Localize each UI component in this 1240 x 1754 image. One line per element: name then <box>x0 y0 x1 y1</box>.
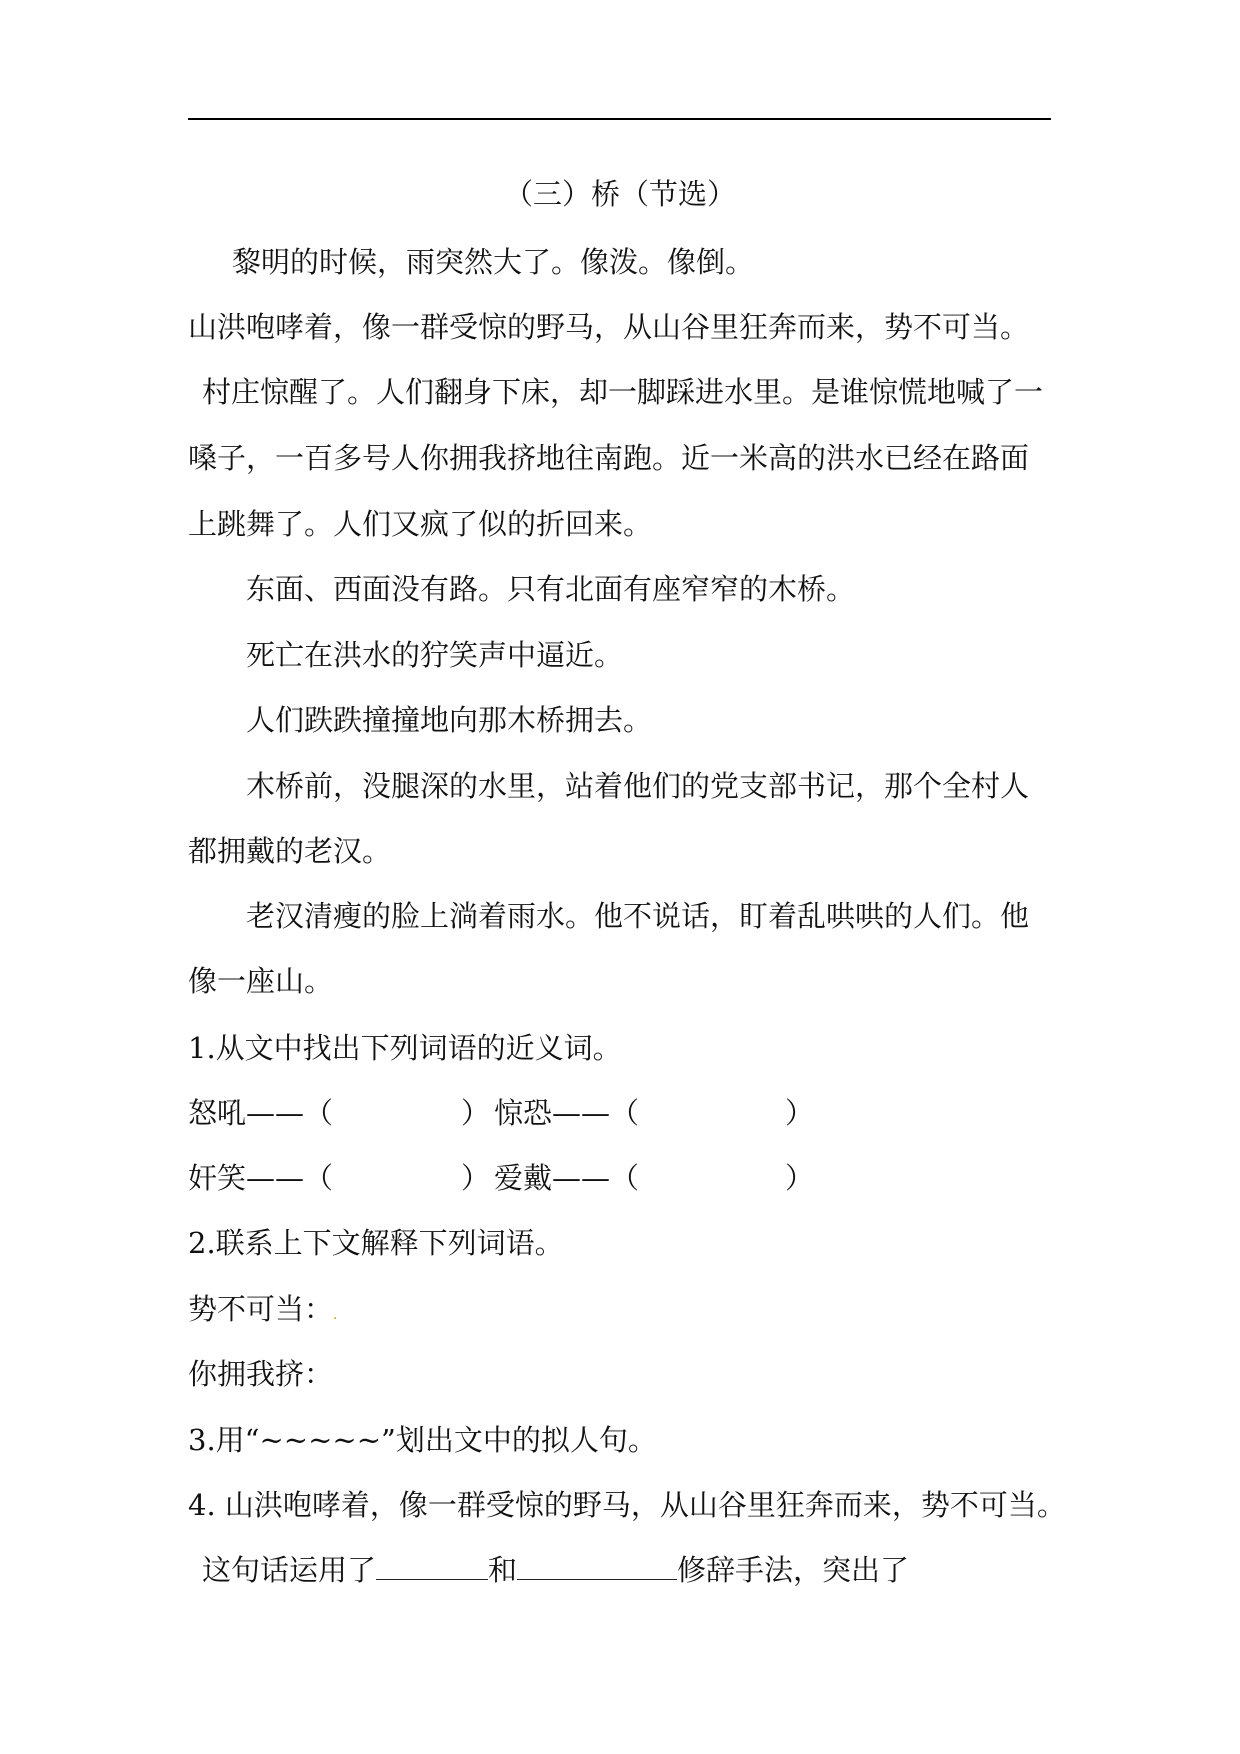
synonym-item <box>188 1160 490 1196</box>
fill-blank[interactable] <box>517 1553 677 1580</box>
explain-word: 你拥我挤： <box>188 1357 334 1391</box>
passage-line: 黎明的时候，雨突然大了。像泼。像倒。 <box>232 245 755 279</box>
synonym-close: ） <box>785 1096 815 1130</box>
question-4-prompt <box>202 1552 909 1588</box>
passage-line: 老汉清瘦的脸上淌着雨水。他不说话，盯着乱哄哄的人们。他 <box>246 899 1030 933</box>
synonym-word: 怒吼——（ <box>188 1096 334 1130</box>
synonym-close: ） <box>785 1161 815 1195</box>
passage-title: （三）桥（节选） <box>503 177 736 211</box>
synonym-item <box>494 1095 814 1131</box>
synonym-close: ） <box>461 1161 491 1195</box>
passage-line: 上跳舞了。人们又疯了似的折回来。 <box>188 507 653 541</box>
question-3: 3.用“~~~~~”划出文中的拟人句。 <box>188 1423 657 1457</box>
mark-dot: . <box>333 1307 338 1323</box>
passage-line: 像一座山。 <box>188 964 334 998</box>
synonym-item <box>188 1095 490 1131</box>
explain-word: 势不可当： <box>188 1292 334 1326</box>
prompt-text: 这句话运用了 <box>202 1553 377 1587</box>
passage-line: 木桥前，没腿深的水里，站着他们的党支部书记，那个全村人 <box>246 769 1030 803</box>
passage-line: 都拥戴的老汉。 <box>188 834 392 868</box>
question-1: 1.从文中找出下列词语的近义词。 <box>188 1031 622 1065</box>
question-2: 2.联系上下文解释下列词语。 <box>188 1226 564 1260</box>
prompt-text: 和 <box>488 1553 518 1587</box>
passage-line: 死亡在洪水的狞笑声中逼近。 <box>246 638 624 672</box>
passage-line: 山洪咆哮着，像一群受惊的野马，从山谷里狂奔而来，势不可当。 <box>188 310 1030 344</box>
synonym-item <box>494 1160 814 1196</box>
question-4: 4. 山洪咆哮着，像一群受惊的野马，从山谷里狂奔而来，势不可当。 <box>188 1488 1066 1522</box>
explain-item <box>188 1291 337 1327</box>
passage-line: 嗓子，一百多号人你拥我挤地往南跑。近一米高的洪水已经在路面 <box>188 441 1030 475</box>
synonym-close: ） <box>461 1096 491 1130</box>
synonym-word: 奸笑——（ <box>188 1161 334 1195</box>
header-rule <box>188 118 1051 120</box>
fill-blank[interactable] <box>376 1553 488 1580</box>
passage-line: 村庄惊醒了。人们翻身下床，却一脚踩进水里。是谁惊慌地喊了一 <box>202 375 1044 409</box>
synonym-word: 爱戴——（ <box>494 1161 640 1195</box>
passage-line: 东面、西面没有路。只有北面有座窄窄的木桥。 <box>246 572 856 606</box>
synonym-word: 惊恐——（ <box>494 1096 640 1130</box>
passage-line: 人们跌跌撞撞地向那木桥拥去。 <box>246 703 653 737</box>
prompt-text: 修辞手法，突出了 <box>677 1553 910 1587</box>
explain-item <box>188 1356 333 1392</box>
